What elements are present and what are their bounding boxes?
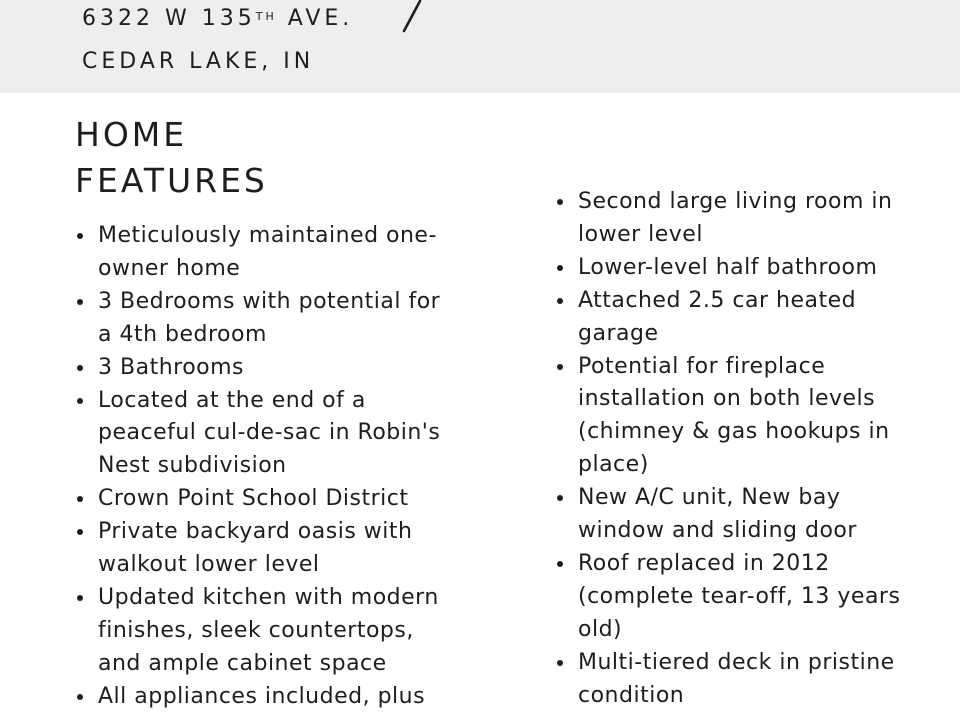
feature-text-line: Located at the end of a: [98, 387, 366, 413]
feature-text-line: (chimney & gas hookups in: [578, 419, 890, 445]
feature-text-line: lower level: [578, 221, 703, 247]
address-street-main: 6322 W 135: [82, 6, 256, 31]
address-street-suffix: AVE.: [276, 6, 354, 31]
feature-text-line: New A/C unit, New bay: [578, 485, 841, 511]
address-city: CEDAR LAKE, IN: [82, 49, 315, 74]
features-list-left: [75, 220, 475, 714]
feature-text-line: Private backyard oasis with: [98, 519, 413, 545]
feature-text-line: (complete tear-off, 13 years: [578, 583, 901, 609]
feature-item: [555, 482, 955, 548]
feature-text-line: old): [578, 616, 623, 642]
feature-text-line: Multi-tiered deck in pristine: [578, 649, 895, 675]
feature-item: [555, 647, 955, 713]
heading-line-features: FEATURES: [75, 161, 268, 200]
feature-item: [555, 252, 955, 285]
feature-text-line: owner home: [98, 255, 241, 281]
feature-text-line: Lower-level half bathroom: [578, 254, 878, 280]
feature-item: [75, 483, 475, 516]
feature-text-line: Updated kitchen with modern: [98, 584, 439, 610]
feature-item: [75, 286, 475, 352]
decorative-slash-icon: [400, 0, 424, 34]
address-street: [82, 4, 353, 34]
section-heading: [75, 112, 375, 204]
feature-text-line: Meticulously maintained one-: [98, 223, 437, 248]
feature-text-line: Roof replaced in 2012: [578, 550, 830, 576]
feature-text-line: installation on both levels: [578, 386, 876, 412]
feature-text-line: window and sliding door: [578, 518, 857, 544]
feature-text-line: Crown Point School District: [98, 486, 409, 512]
feature-item: [555, 285, 955, 351]
feature-text-line: finishes, sleek countertops,: [98, 617, 414, 643]
feature-text-line: place): [578, 452, 649, 478]
feature-text-line: Nest subdivision: [98, 453, 287, 479]
feature-item: [75, 582, 475, 681]
feature-item: [555, 186, 955, 252]
feature-item: [75, 516, 475, 582]
feature-item: [555, 351, 955, 483]
feature-item: [555, 548, 955, 647]
feature-item: [75, 681, 475, 714]
features-list-right: [555, 186, 955, 713]
feature-item: [75, 385, 475, 484]
feature-text-line: a 4th bedroom: [98, 321, 267, 347]
heading-line-home: HOME: [75, 115, 188, 154]
feature-text-line: and ample cabinet space: [98, 650, 387, 676]
feature-text-line: walkout lower level: [98, 552, 320, 578]
feature-text-line: Second large living room in: [578, 189, 893, 214]
feature-text-line: 3 Bedrooms with potential for: [98, 288, 441, 314]
feature-text-line: Attached 2.5 car heated: [578, 287, 857, 313]
feature-text-line: garage: [578, 320, 659, 346]
address-street-ordinal: TH: [255, 10, 277, 23]
feature-text-line: 3 Bathrooms: [98, 354, 245, 380]
feature-text-line: Potential for fireplace: [578, 353, 826, 379]
address-header: [0, 0, 960, 93]
feature-text-line: peaceful cul-de-sac in Robin's: [98, 420, 441, 446]
feature-item: [75, 220, 475, 286]
feature-text-line: condition: [578, 682, 685, 708]
feature-item: [75, 352, 475, 385]
feature-text-line: All appliances included, plus: [98, 683, 426, 709]
